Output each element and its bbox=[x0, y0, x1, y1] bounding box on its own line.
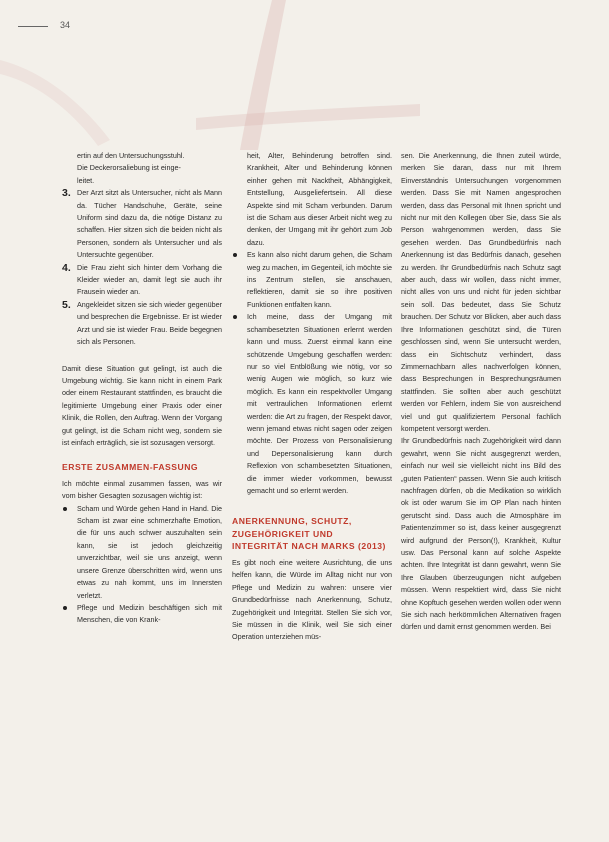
body-paragraph: Es gibt noch eine weitere Ausrichtung, die uns helfen kann, die Würde im Alltag nicht nur von Pflege und Medizin zu wahren: unsere vier Grundbedürfnisse nach Anerkennung, Schutz, Zugehörigkeit und Integrität. Stellen Sie sich vor, Sie müssen in die Klinik, weil Sie sich einer Operation unterziehen müs- bbox=[232, 557, 392, 642]
section-heading: ANERKENNUNG, SCHUTZ, ZUGEHÖRIGKEIT UND INTEGRITÄT NACH MARKS (2013) bbox=[232, 516, 386, 552]
body-paragraph: Damit diese Situation gut gelingt, ist auch die Umgebung wichtig. Sie kann nicht in einem Park oder einem Restaurant stattfinden, es braucht die legitimierte Umgebung einer Praxis oder einer Klinik, die Rollen, den Auftrag. Wenn der Vorgang gut gelingt, ist die Scham nicht weg, sondern sie ist einfach erträglich, sie ist sozusagen versorgt. bbox=[62, 363, 222, 447]
bullet-item bbox=[62, 503, 222, 602]
bullet-icon bbox=[233, 315, 237, 319]
bullet-text: Ich meine, dass der Umgang mit schambesetzten Situationen erlernt werden kann und muss. Zuerst einmal kann eine schützende Umgebung geschaffen werden: nur so viel Entblößung wie nötig, vor so wenig Augen wie möglich, so kurz wie möglich. Es kann ein respektvoller Umgang mit vertraulichen Informationen erlernt werden: die Art zu fragen, der Respekt davor, wenn jemand etwas nicht sagen oder zeigen möchte. Der Prozess von Personalisierung und Depersonalisierung kann durch Reflexion von schambesetzten Situationen, die immer wieder vorkommen, bewusst gemacht und so erlernt werden. bbox=[247, 312, 392, 495]
bullet-list bbox=[232, 249, 392, 497]
body-paragraph: Ich möchte einmal zusammen fassen, was wir vom bisher Gesagten sozusagen wichtig ist: bbox=[62, 478, 222, 501]
numbered-item bbox=[62, 299, 222, 349]
bullet-text: Pflege und Medizin beschäftigen sich mit Menschen, die von Krank- bbox=[77, 602, 222, 625]
item-text: Der Arzt sitzt als Untersucher, nicht als Mann da. Tücher Handschuhe, Geräte, seine Uniform sind dazu da, die nötige Distanz zu schaffen. Hier sitzen sich die beiden nicht als Personen, sondern als Untersucher und als Untersuchte gegenüber. bbox=[77, 188, 222, 260]
bullet-icon bbox=[63, 507, 67, 511]
column-2 bbox=[232, 150, 392, 644]
item-number: 4. bbox=[62, 261, 71, 274]
item-number: 5. bbox=[62, 298, 71, 311]
item-number: 3. bbox=[62, 187, 71, 200]
bullet-icon bbox=[63, 606, 67, 610]
column-3 bbox=[401, 150, 561, 634]
bullet-item bbox=[232, 249, 392, 311]
bullet-item bbox=[232, 311, 392, 497]
col1-intro-line: leitet. bbox=[77, 175, 95, 185]
item-text: Angekleidet sitzen sie sich wieder gegenüber und besprechen die Ergebnisse. Er ist wieder Arzt und sie ist wieder Frau. Beide begegnen sich als Personen. bbox=[77, 299, 222, 347]
section-heading: ERSTE ZUSAMMEN-FASSUNG bbox=[62, 462, 199, 473]
body-paragraph: heit, Alter, Behinderung betroffen sind. Krankheit, Alter und Behinderung können einher gehen mit Nacktheit, Abhängigkeit, Entstellung, Ausgeliefertsein. All diese Aspekte sind mit Scham verbunden. Darum ist die Scham aus dieser Arbeit nicht weg zu denken, der Umgang mit ihr gehört zum Job dazu. bbox=[247, 151, 392, 247]
col1-intro bbox=[62, 150, 222, 187]
body-paragraph: Ihr Grundbedürfnis nach Zugehörigkeit wird dann gewahrt, wenn Sie nicht ausgegrenzt werden, einfach nur weil sie vielleicht nicht ins Bild des „guten Patienten“ passen. Wenn Sie auch kritisch nachfragen dürfen, ob die Medikation so wirklich ok ist oder warum Sie im OP Plan nach hinten gerutscht sind. Dass auch die Atmosphäre im Patientenzimmer so ist, dass keiner ausgegrenzt wird aufgrund der Person(!), Krankheit, Kultur usw. Das Personal kann auf solche Aspekte achten. Ihre Integrität ist dann gewahrt, wenn Sie Ihre Glauben überzeugungen nicht aufgeben müssen. Wenn respektiert wird, dass Sie nicht ohne Kopftuch gesehen werden wollen oder wenn Sie sich nach herkömmlichen Alternativen fragen dürfen und damit ernst genommen werden. Bei bbox=[401, 436, 561, 632]
item-text: Die Frau zieht sich hinter dem Vorhang die Kleider wieder an, damit legt sie auch ihr Frausein wieder an. bbox=[77, 262, 222, 297]
col1-intro-line: Die Deckerorsaliebung ist einge- bbox=[77, 163, 181, 173]
bullet-item bbox=[62, 602, 222, 627]
bullet-text: Scham und Würde gehen Hand in Hand. Die Scham ist zwar eine schmerzhafte Emotion, die für uns auch schwer auszuhalten sein kann, sie ist jedoch gleichzeitig unverzichtbar, weil sie uns anzeigt, wenn unsere Grenze überschritten wird, wenn uns etwas zu nah kommt, uns im Innersten verletzt. bbox=[77, 503, 222, 600]
bullet-list bbox=[62, 503, 222, 627]
body-paragraph: sen. Die Anerkennung, die Ihnen zuteil würde, merken Sie daran, dass nur mit Ihrem Einverständnis Untersuchungen vorgenommen werden. Dass Sie mit Namen angesprochen werden, dass das Personal mit Ihnen spricht und nicht nur mit den Kollegen über Sie, dass Sie als Person wahrgenommen werden, dass Sie gesehen werden. Das Grundbedürfnis nach Anerkennung ist das Bedürfnis danach, gesehen zu werden. Ihr Grundbedürfnis nach Schutz sagt aber auch, dass wir wollen, dass nicht immer, nicht alles von uns und nicht für jeden sichtbar sein soll. Das bedeutet, dass Sie Schutz brauchen. Der Schutz vor Blicken, aber auch dass Ihre Informationen geschützt sind, die Türen geschlossen sind, wenn Sie untersucht werden, dass ein Sichtschutz verhindert, dass Zimmernachbarn alles nachverfolgen können, dass Besprechungen in Besprechungsräumen stattfinden. Sie sollten aber auch geschützt werden vor Fehlern, indem Sie von ausreichend viel und gut qualifiziertem Personal fachlich kompetent versorgt werden. bbox=[401, 151, 561, 433]
bullet-icon bbox=[233, 253, 237, 257]
page-number: 34 bbox=[60, 20, 71, 30]
column-1 bbox=[62, 150, 222, 627]
numbered-list bbox=[62, 187, 222, 348]
numbered-item bbox=[62, 187, 222, 261]
bullet-text: Es kann also nicht darum gehen, die Scham weg zu machen, im Gegenteil, ich möchte sie ins Zentrum stellen, sie anschauen, reflektieren, damit sie so ihre positiven Funktionen entfalten kann. bbox=[247, 250, 392, 309]
numbered-item bbox=[62, 262, 222, 299]
col1-intro-line: ertin auf den Untersuchungsstuhl. bbox=[77, 151, 185, 160]
page-rule bbox=[18, 26, 48, 27]
